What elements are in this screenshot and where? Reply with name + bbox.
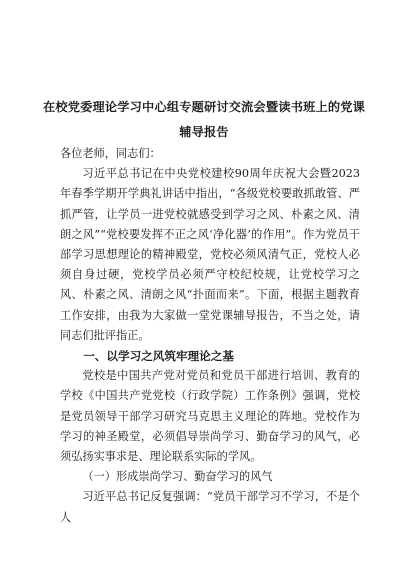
section-paragraph: 党校是中国共产党对党员和党员干部进行培训、教育的学校《中国共产党党校（行政学院）工作条例》强调，党校是党员领导干部学习研究马克思主义理论的阵地。党校作为学习的神圣殿堂，必须倡导崇尚学习、勤奋学习的风气，必须弘扬实事求是、理论联系实际的学风。 xyxy=(60,369,360,464)
document-title: 在校党委理论学习中心组专题研讨交流会暨读书班上的党课辅导报告 xyxy=(42,100,366,139)
salutation: 各位老师，同志们： xyxy=(60,147,161,160)
section-heading: 一、以学习之风筑牢理论之基 xyxy=(83,349,234,364)
subsection-heading: （一）形成崇尚学习、勤奋学习的风气 xyxy=(82,470,273,484)
document-body xyxy=(60,144,360,528)
intro-paragraph: 习近平总书记在中央党校建校90周年庆祝大会暨2023年春季学期开学典礼讲话中指出，“各级党校要敢抓敢管、严抓严管，让学员一进党校就感受到学习之风、朴素之风、清朗之风”“党校要发挥不正之风‘净化器’的作用”。作为党员干部学习思想理论的精神殿堂，党校必须风清气正，党校人必须自身过硬，党校学员必须严守校纪校规，让党校学习之风、朴素之风、清朗之风“扑面而来”。下面，根据主题教育工作安排，由我为大家做一堂党课辅导报告，不当之处，请同志们批评指正。 xyxy=(60,167,360,342)
subsection-paragraph: 习近平总书记反复强调：“党员干部学习不学习，不是个人 xyxy=(60,490,360,524)
